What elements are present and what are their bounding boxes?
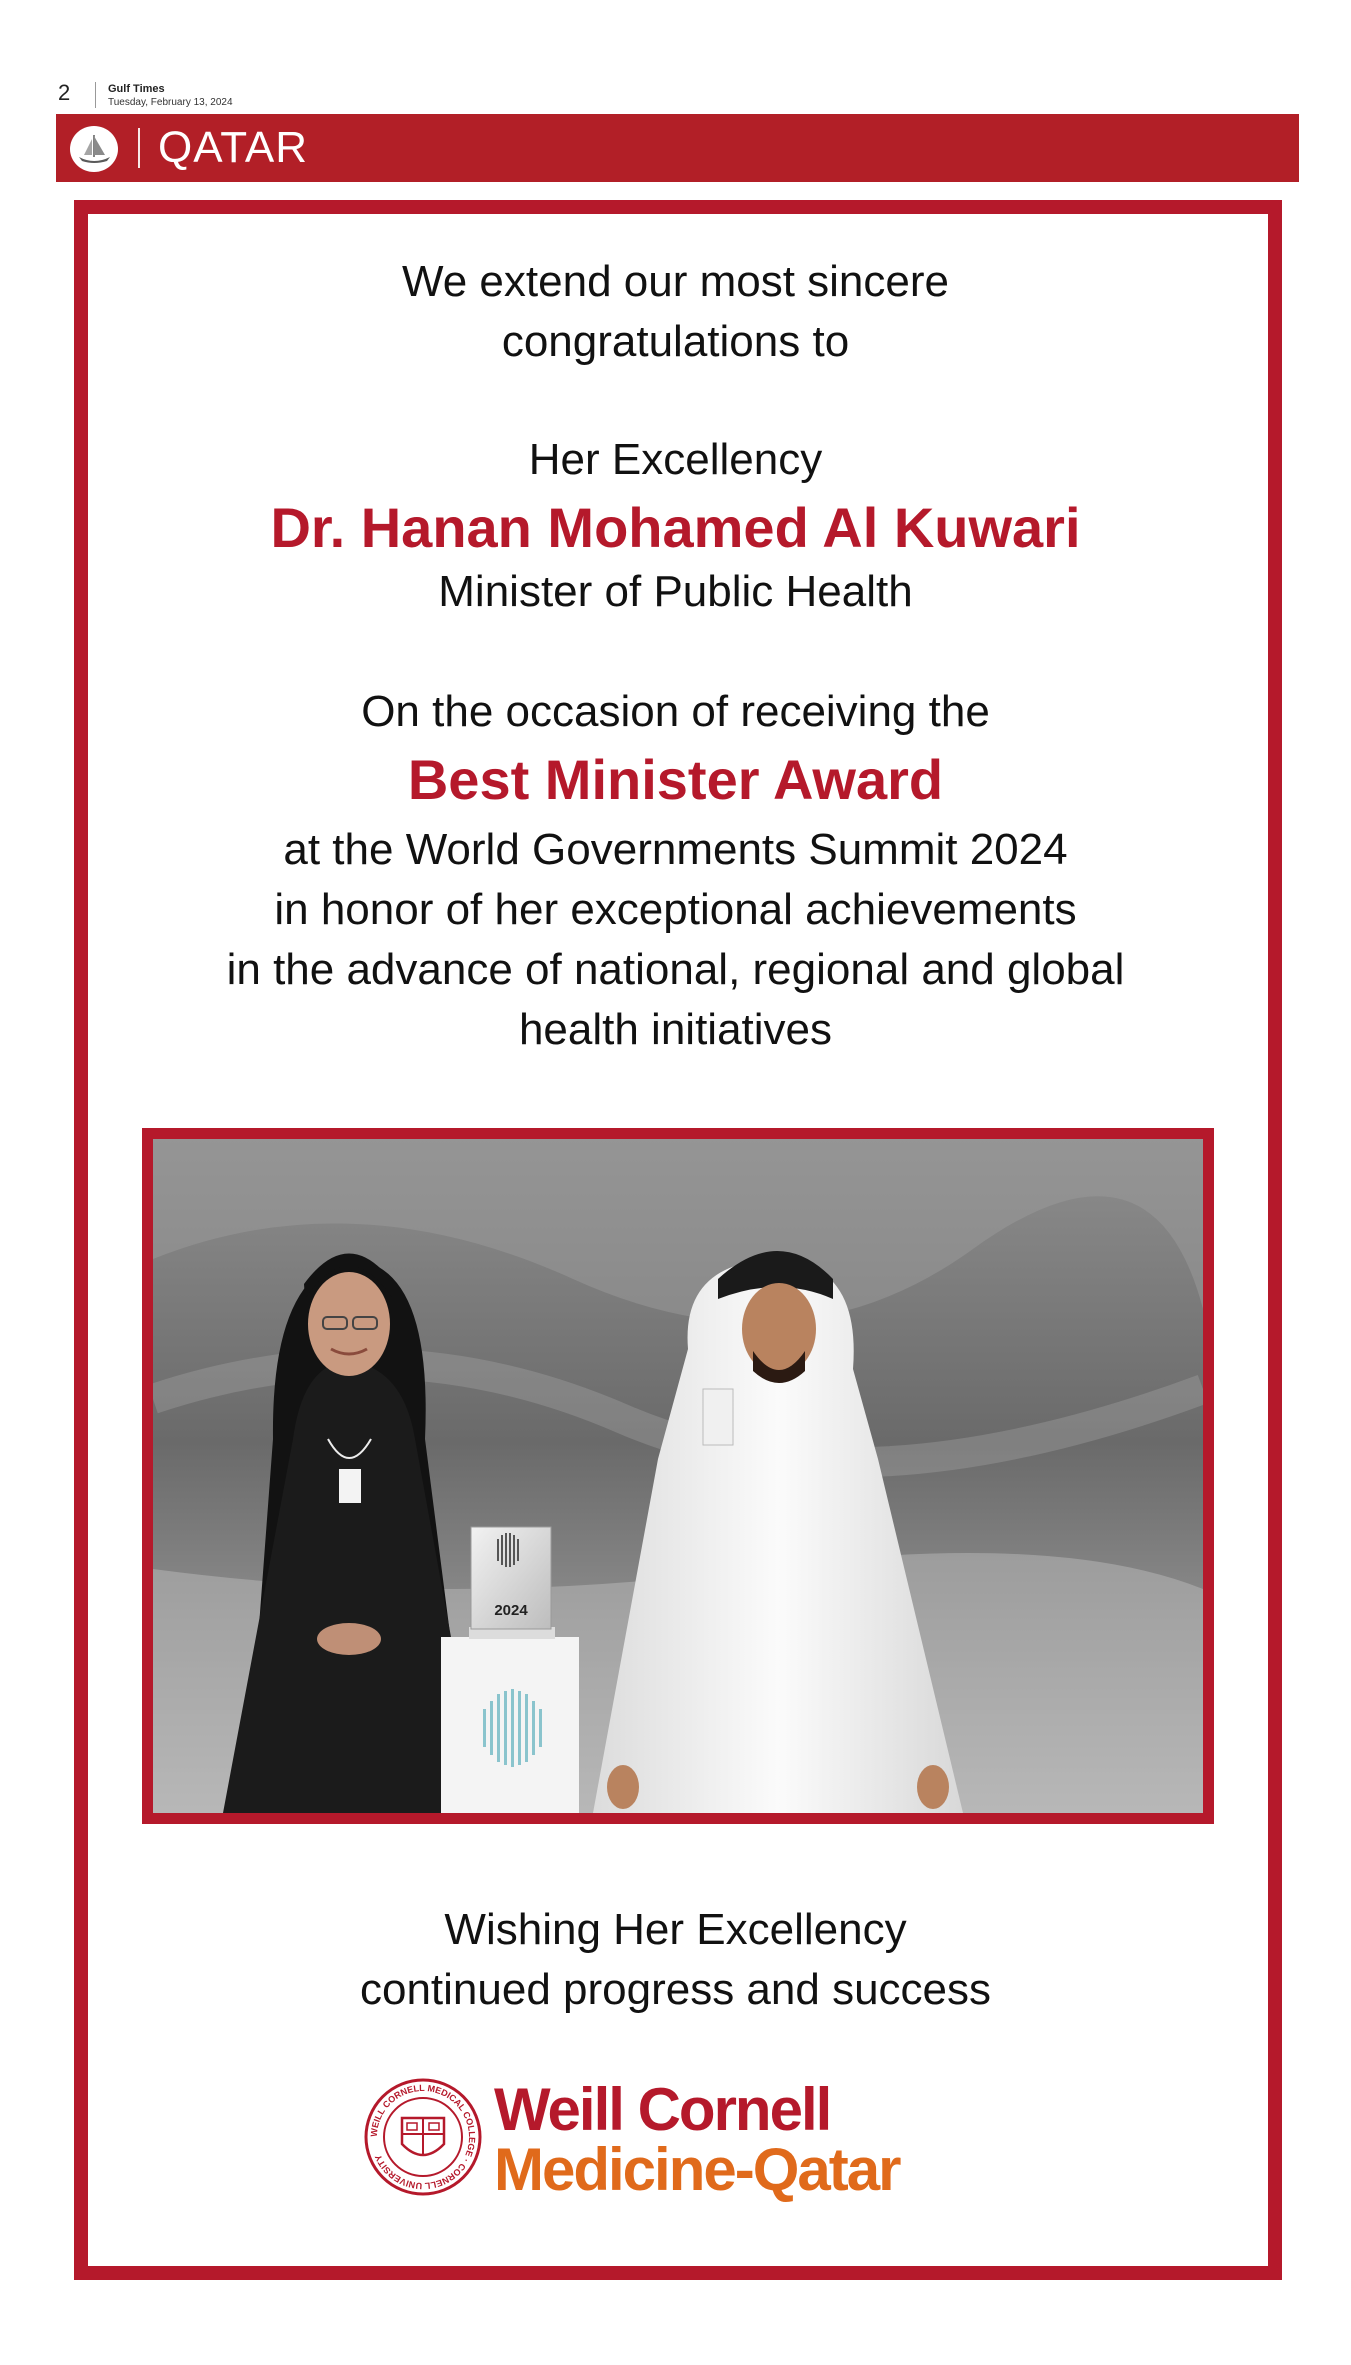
- paper-name: Gulf Times: [108, 83, 165, 95]
- section-divider: [138, 128, 140, 168]
- masthead-divider: [95, 82, 96, 108]
- dhow-icon: [70, 126, 118, 172]
- section-title: QATAR: [158, 123, 309, 172]
- trophy-year: 2024: [494, 1602, 528, 1619]
- honoree-name: Dr. Hanan Mohamed Al Kuwari: [270, 496, 1081, 559]
- sponsor-name-line-2: Medicine-Qatar: [494, 2136, 900, 2203]
- occasion-line: On the occasion of receiving the: [361, 687, 990, 736]
- closing-line-1: Wishing Her Excellency: [444, 1905, 907, 1954]
- body-line-3: in the advance of national, regional and global: [226, 945, 1125, 994]
- honoree-position: Minister of Public Health: [438, 567, 913, 616]
- intro-line-2: congratulations to: [501, 317, 850, 366]
- intro-line-1: We extend our most sincere: [402, 257, 949, 306]
- award-photo: [142, 1128, 1214, 1824]
- page-number: 2: [58, 80, 71, 105]
- sponsor-name-line-1: Weill Cornell: [494, 2076, 831, 2143]
- body-line-1: at the World Governments Summit 2024: [283, 825, 1068, 874]
- issue-date: Tuesday, February 13, 2024: [108, 97, 233, 108]
- weill-cornell-seal-icon: [364, 2078, 482, 2196]
- seal-text: WEILL CORNELL MEDICAL COLLEGE · CORNELL UNIVERSITY: [368, 2082, 478, 2192]
- award-name: Best Minister Award: [407, 748, 944, 811]
- section-header: [56, 114, 1299, 182]
- honorific: Her Excellency: [528, 435, 823, 484]
- body-line-2: in honor of her exceptional achievements: [274, 885, 1077, 934]
- body-line-4: health initiatives: [518, 1005, 833, 1054]
- closing-line-2: continued progress and success: [359, 1965, 992, 2014]
